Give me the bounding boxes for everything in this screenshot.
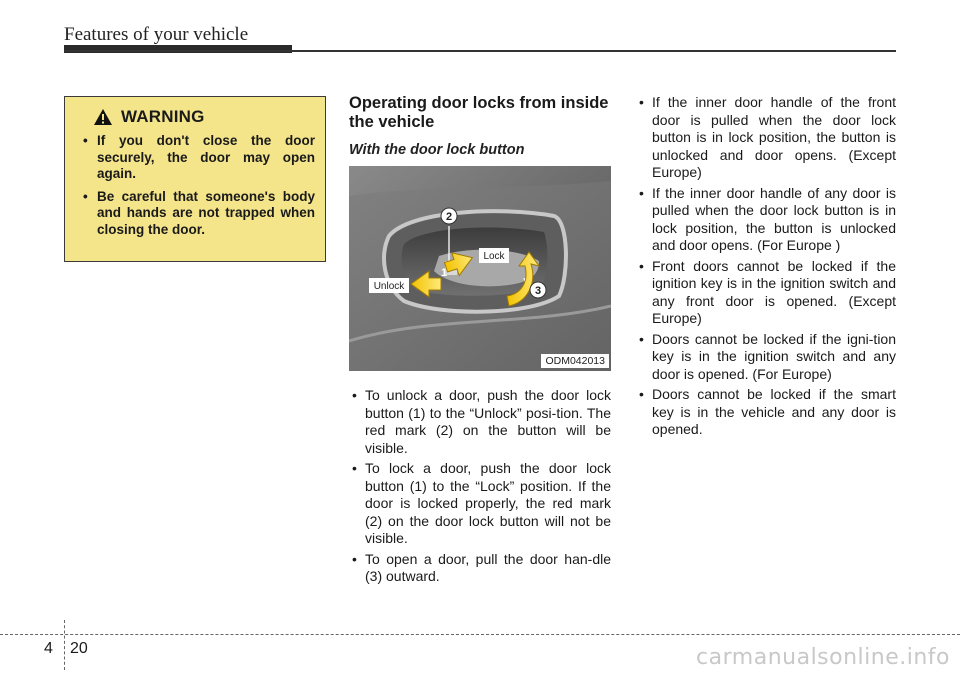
- door-lock-figure: [349, 166, 611, 371]
- door-handle-illustration: [349, 166, 611, 371]
- chapter-number: 4: [44, 640, 53, 657]
- list-item: • To unlock a door, push the door lock button (1) to the “Unlock” posi-tion. The red mark (2) on the button will be visible.: [349, 387, 611, 457]
- callout-1: 1: [440, 267, 448, 279]
- warning-header: [93, 107, 315, 127]
- warning-box: [64, 96, 326, 262]
- column-right: [636, 94, 896, 442]
- list-item: • If the inner door handle of the front door is pulled when the door lock button is in lock position, the button is unlocked and door opens. (Except Europe): [636, 94, 896, 182]
- warning-list: [75, 133, 315, 238]
- section-subtitle: With the door lock button: [349, 142, 525, 158]
- list-item: • To lock a door, push the door lock button (1) to the “Lock” position. If the door is locked properly, the red mark (2) on the door lock button will not be visible.: [349, 460, 611, 548]
- footer-rule: [0, 634, 960, 635]
- list-item: • Doors cannot be locked if the igni-tion key is in the ignition switch and any door is opened. (For Europe): [636, 331, 896, 384]
- right-bullet-list: [636, 94, 896, 439]
- page-number: 20: [70, 640, 88, 657]
- unlock-label: Unlock: [373, 281, 405, 292]
- page-header-title: Features of your vehicle: [64, 24, 249, 45]
- watermark: carmanualsonline.info: [696, 645, 950, 670]
- section-title: Operating door locks from inside the vehicle: [349, 94, 609, 131]
- figure-code: ODM042013: [541, 354, 609, 368]
- lock-label: Lock: [483, 251, 505, 262]
- middle-bullet-list: [349, 387, 611, 586]
- list-item: • Front doors cannot be locked if the ignition key is in the ignition switch and any front door is opened. (Except Europe): [636, 258, 896, 328]
- warning-item: • If you don't close the door securely, the door may open again.: [75, 133, 315, 183]
- footer-divider: [64, 620, 65, 670]
- warning-item: • Be careful that someone's body and hands are not trapped when closing the door.: [75, 189, 315, 239]
- warning-title: WARNING: [121, 107, 205, 126]
- list-item: • Doors cannot be locked if the smart key is in the vehicle and any door is opened.: [636, 386, 896, 439]
- warning-triangle-icon: [93, 108, 113, 126]
- callout-3: 3: [534, 285, 542, 297]
- header-rule: [64, 50, 896, 52]
- list-item: • To open a door, pull the door han-dle (3) outward.: [349, 551, 611, 586]
- list-item: • If the inner door handle of any door is pulled when the door lock button is in lock position, the button is unlocked and door opens. (For Europe ): [636, 185, 896, 255]
- column-middle: [349, 94, 611, 589]
- callout-2: 2: [445, 211, 453, 223]
